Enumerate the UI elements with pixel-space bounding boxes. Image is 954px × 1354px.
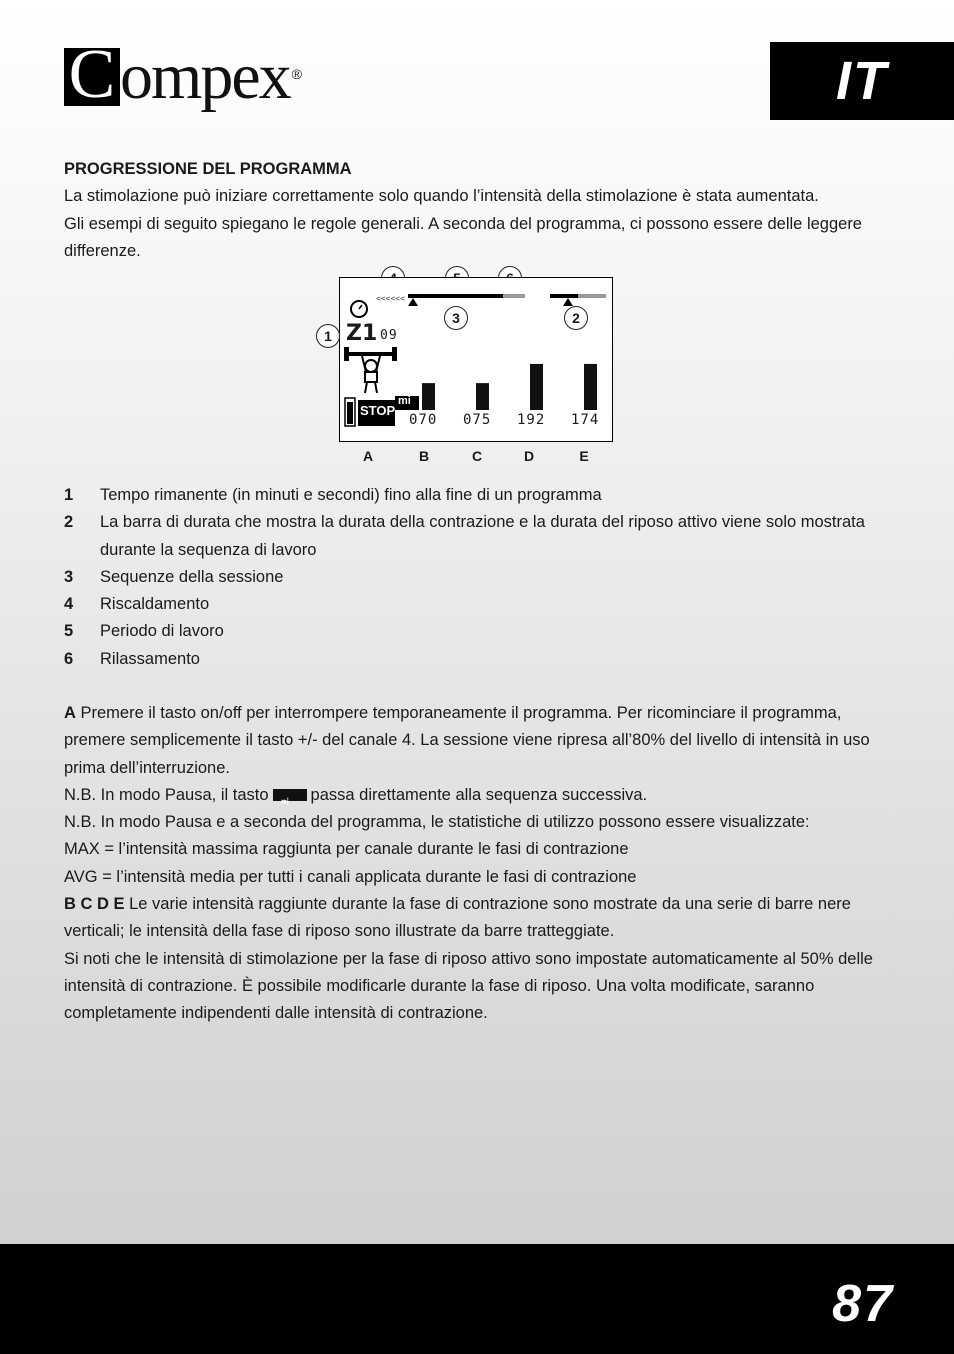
callout-3: 3: [444, 306, 468, 330]
intensity-bar: [530, 364, 543, 410]
callout-1: 1: [316, 324, 340, 348]
warmup-arrows: <<<<<<: [376, 294, 405, 303]
channel-value-c: 075: [463, 412, 492, 428]
column-letter-b: B: [418, 448, 430, 464]
note-nb2: N.B. In modo Pausa e a seconda del programma, le statistiche di utilizzo possono essere visualizzate:: [64, 813, 810, 832]
channel-value-d: 192: [517, 412, 546, 428]
notes-section: [64, 700, 894, 1028]
note-final: Si noti che le intensità di stimolazione per la fase di riposo attivo sono impostate automaticamente al 50% delle intensità di contrazione. È possibile modificarle durante la fase di riposo. Una volta modificate, saranno completamente indipendenti dalle intensità di contrazione.: [64, 949, 873, 1023]
callout-2: 2: [564, 306, 588, 330]
column-letter-e: E: [579, 448, 589, 464]
weightlifter-icon: [344, 347, 397, 393]
duration-marker: [563, 298, 573, 306]
section-heading: PROGRESSIONE DEL PROGRAMMA: [64, 160, 352, 178]
lcd-screen: [339, 277, 613, 442]
column-letter-c: C: [471, 448, 483, 464]
note-bcde: B C D E Le varie intensità raggiunte durante la fase di contrazione sono mostrate da una serie di barre nere verticali; le intensità della fase di riposo sono illustrate da barre tratteggiate.: [64, 895, 851, 941]
page-footer: [0, 1244, 954, 1354]
relax-dotted-bar: [503, 294, 525, 298]
stop-label: STOP: [360, 403, 396, 418]
page-number: 87: [832, 1275, 894, 1333]
display-diagram: [310, 262, 630, 472]
logo-initial-block: C: [64, 48, 120, 106]
progress-marker: [408, 298, 418, 306]
intro-paragraph: La stimolazione può iniziare correttamente solo quando l’intensità della stimolazione è stata aumentata.: [64, 187, 819, 206]
channel-label: mi: [398, 395, 411, 407]
note-a: A Premere il tasto on/off per interrompere temporaneamente il programma. Per ricominciare il programma, premere semplicemente il tasto +/- del canale 4. La sessione viene ripresa all’80% del livello di intensità in uso prima dell’interruzione.: [64, 704, 870, 777]
legend-item: 6 Rilassamento: [64, 649, 200, 668]
column-letter-a: A: [362, 448, 374, 464]
note-avg: AVG = l’intensità media per tutti i canali applicata durante le fasi di contrazione: [64, 867, 637, 886]
intensity-bar: [422, 383, 435, 410]
compex-logo: [64, 36, 302, 120]
duration-rest-bar: [578, 294, 606, 298]
note-nb1: N.B. In modo Pausa, il tasto▸▸| passa direttamente alla sequenza successiva.: [64, 782, 894, 809]
column-letter-d: D: [523, 448, 535, 464]
language-tab: IT: [770, 42, 954, 120]
legend-list: [64, 482, 894, 673]
zone-indicator: Z1: [346, 321, 378, 346]
legend-item: 4 Riscaldamento: [64, 595, 210, 614]
skip-key-icon: [273, 789, 307, 801]
registered-mark: ®: [291, 66, 302, 82]
channel-value-b: 070: [409, 412, 438, 428]
intro-section: [64, 156, 894, 265]
legend-item: 2 La barra di durata che mostra la durata della contrazione e la durata del riposo attivo viene solo mostrata durante la sequenza di lavoro: [64, 513, 865, 559]
intensity-bars: [422, 364, 597, 410]
channel-value-e: 174: [571, 412, 600, 428]
work-period-bar: [408, 294, 503, 298]
note-max: MAX = l’intensità massima raggiunta per canale durante le fasi di contrazione: [64, 840, 629, 859]
legend-item: 1 Tempo rimanente (in minuti e secondi) fino alla fine di un programma: [64, 486, 602, 504]
duration-bar: [550, 294, 578, 298]
logo-wordmark: ompex: [120, 40, 290, 113]
intro-paragraph: Gli esempi di seguito spiegano le regole generali. A seconda del programma, ci possono essere delle leggere differenze.: [64, 214, 862, 260]
legend-item: 3 Sequenze della sessione: [64, 567, 284, 586]
legend-item: 5 Periodo di lavoro: [64, 622, 224, 641]
remaining-time: 09: [380, 328, 398, 343]
intensity-bar: [584, 364, 597, 410]
intensity-bar: [476, 383, 489, 410]
